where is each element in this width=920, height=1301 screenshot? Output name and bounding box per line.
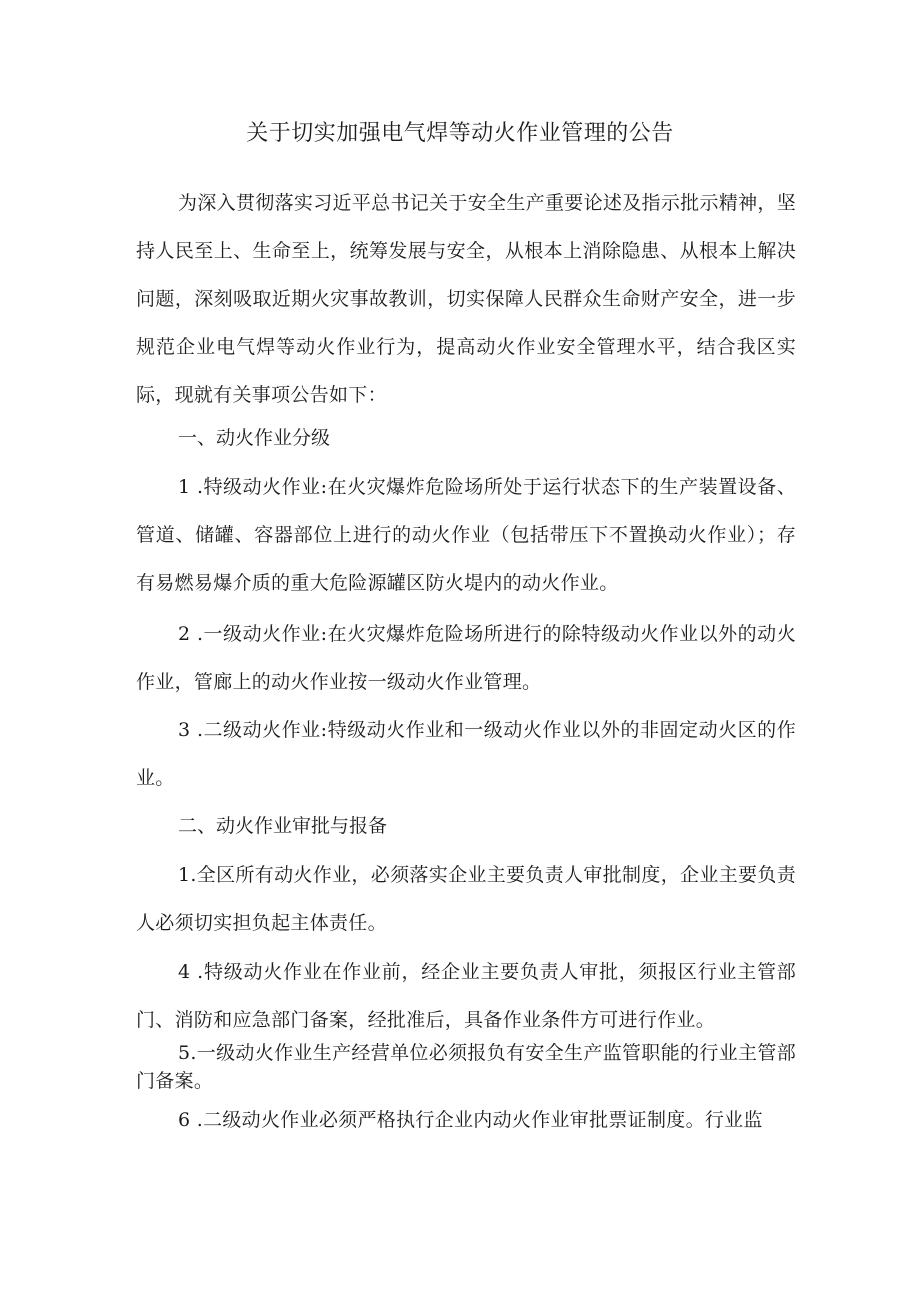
section-heading-grading: 一、动火作业分级 bbox=[178, 427, 331, 449]
approval-item-6: 6 .二级动火作业必须严格执行企业内动火作业审批票证制度。行业监 bbox=[178, 1109, 763, 1131]
approval-item-5: 5.一级动火作业生产经营单位必须报负有安全生产监管职能的行业主管部门备案。 bbox=[136, 1042, 796, 1092]
section-heading-approval: 二、动火作业审批与报备 bbox=[178, 815, 388, 837]
grading-item-level-one: 2 .一级动火作业:在火灾爆炸危险场所进行的除特级动火作业以外的动火作业，管廊上的动火作业按一级动火作业管理。 bbox=[136, 623, 796, 693]
approval-item-1: 1.全区所有动火作业，必须落实企业主要负责人审批制度，企业主要负责人必须切实担负起主体责任。 bbox=[136, 864, 796, 934]
grading-item-special: 1 .特级动火作业:在火灾爆炸危险场所处于运行状态下的生产装置设备、管道、储罐、容器部位上进行的动火作业（包括带压下不置换动火作业）；存有易燃易爆介质的重大危险源罐区防火堤内的动火作业。 bbox=[136, 476, 796, 594]
grading-item-level-two: 3 .二级动火作业:特级动火作业和一级动火作业以外的非固定动火区的作业。 bbox=[136, 719, 796, 789]
document-title: 关于切实加强电气焊等动火作业管理的公告 bbox=[246, 121, 674, 146]
approval-item-4: 4 .特级动火作业在作业前，经企业主要负责人审批，须报区行业主管部门、消防和应急部门备案，经批准后，具备作业条件方可进行作业。 bbox=[136, 961, 796, 1031]
intro-paragraph: 为深入贯彻落实习近平总书记关于安全生产重要论述及指示批示精神，坚持人民至上、生命至上，统筹发展与安全，从根本上消除隐患、从根本上解决问题，深刻吸取近期火灾事故教训，切实保障人民群众生命财产安全，进一步规范企业电气焊等动火作业行为，提高动火作业安全管理水平，结合我区实际，现就有关事项公告如下： bbox=[136, 192, 796, 406]
